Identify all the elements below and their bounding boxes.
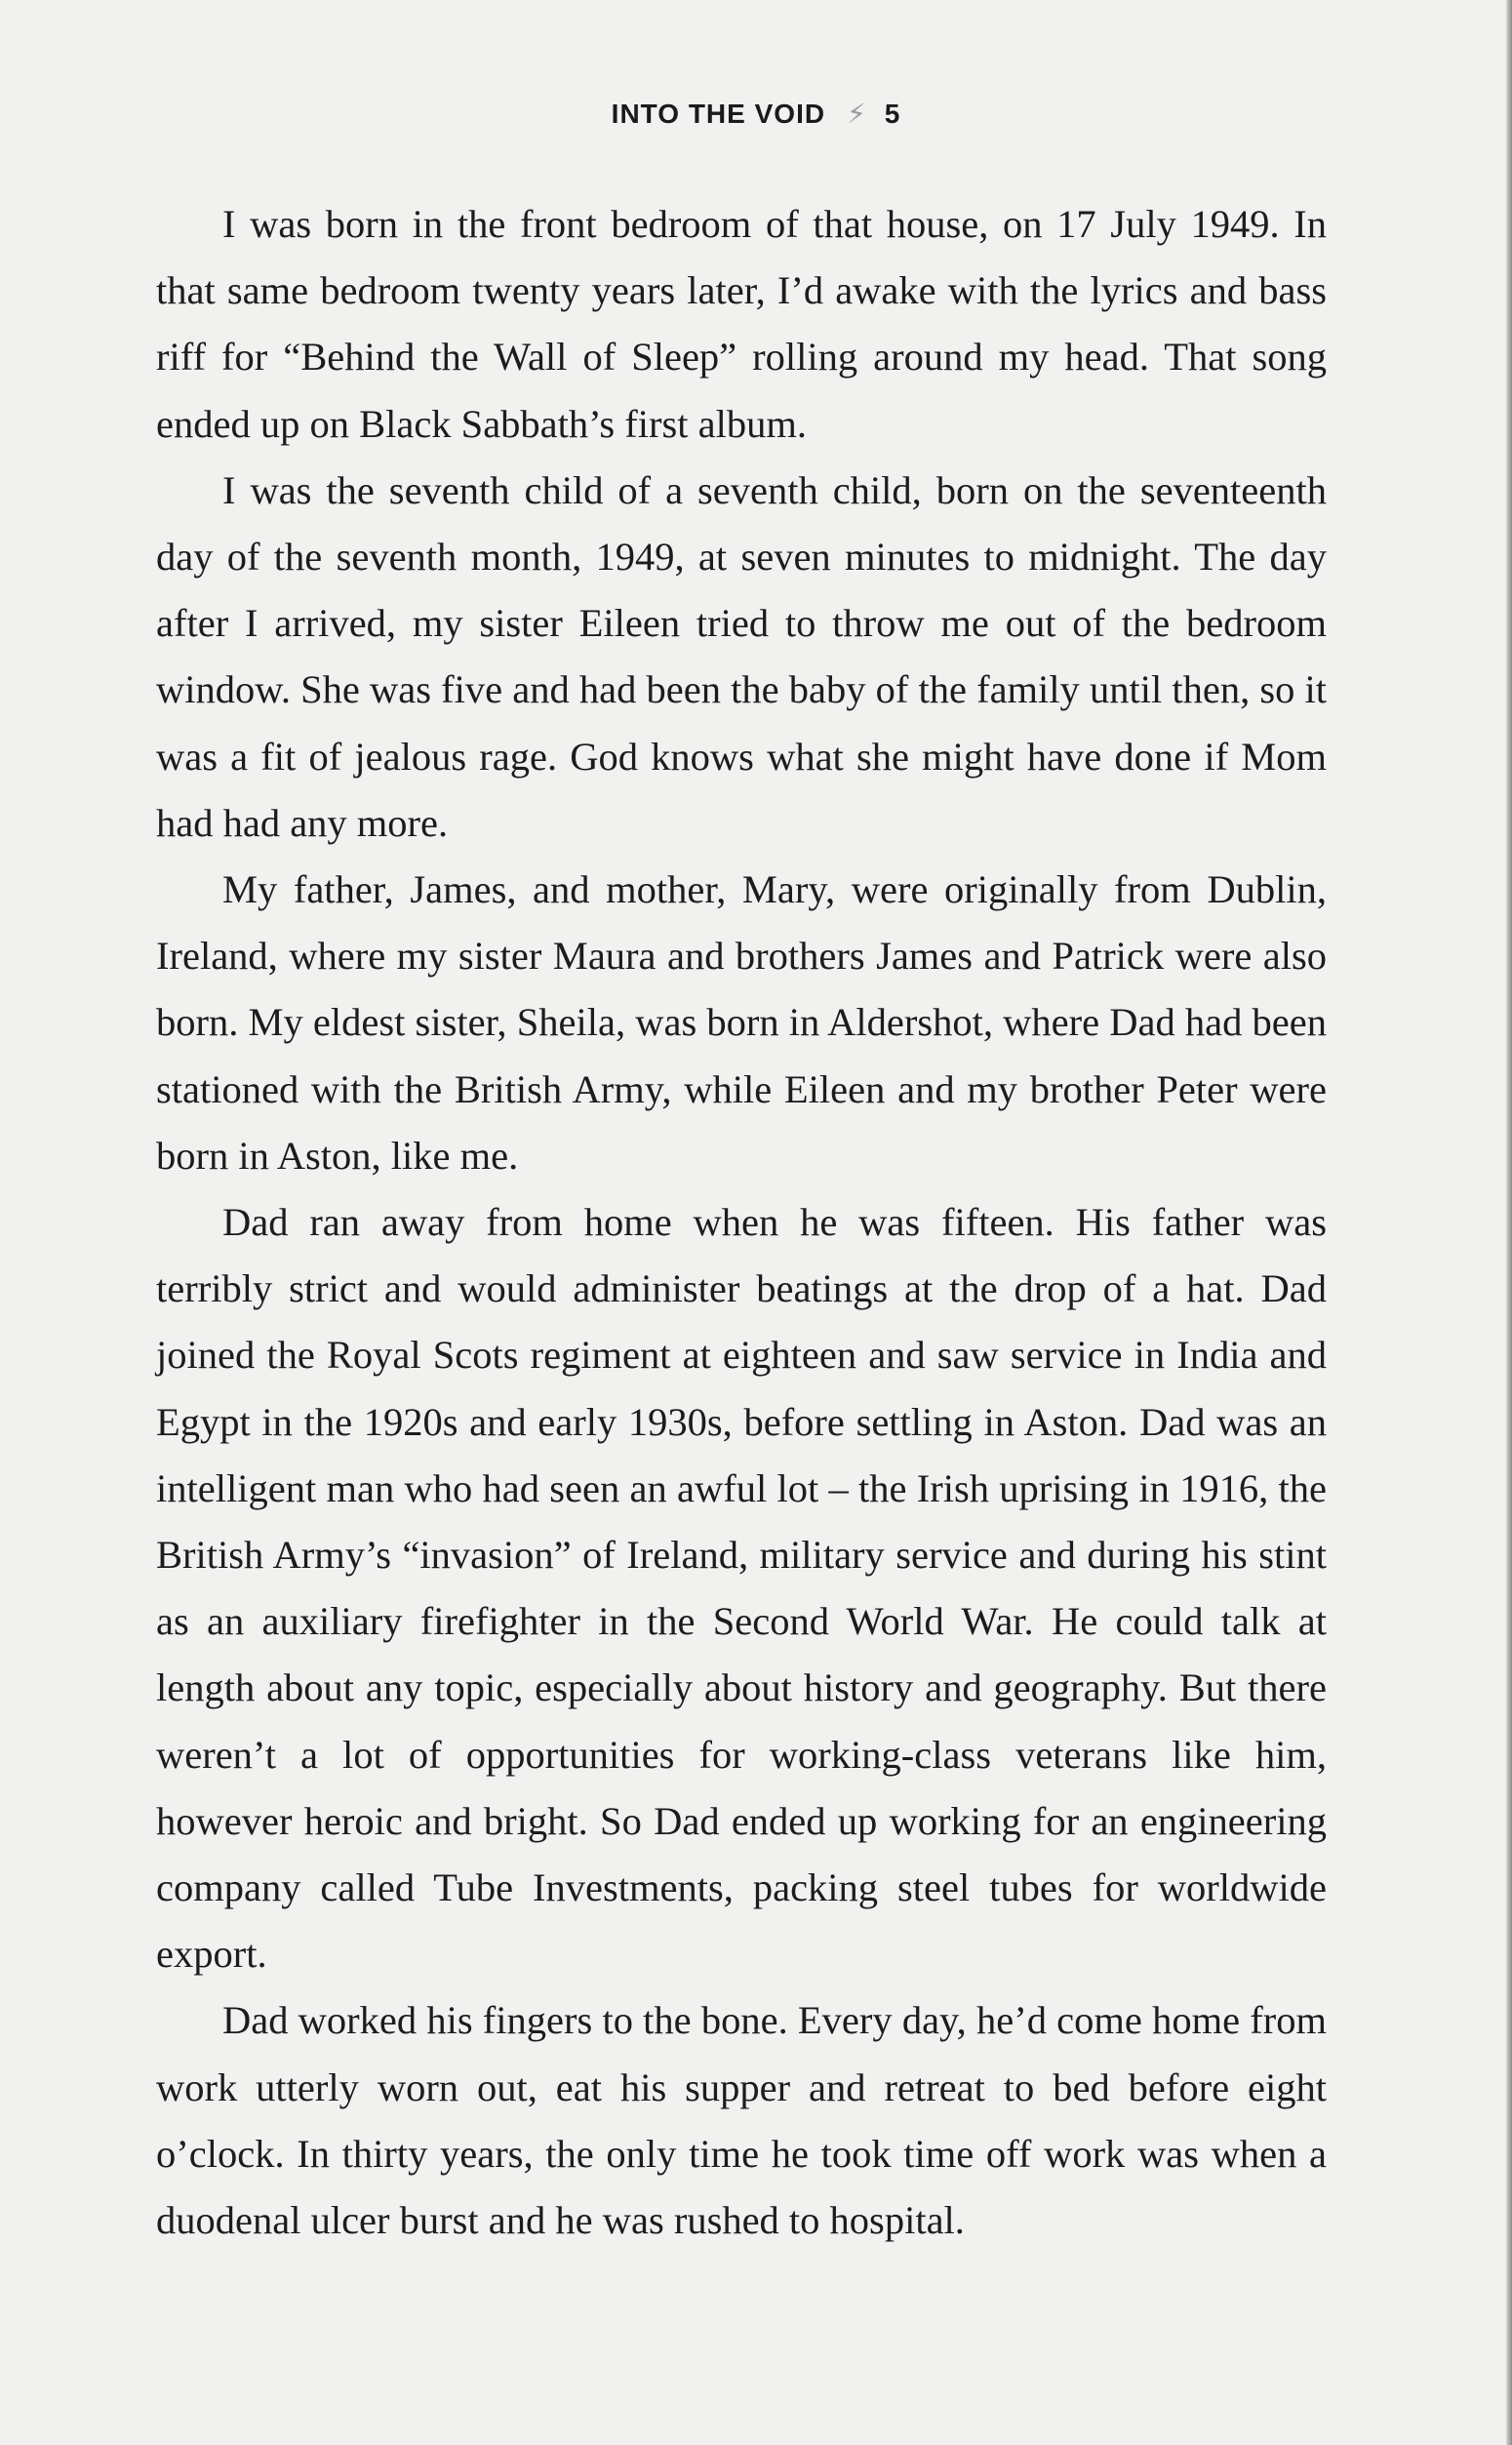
lightning-bolt-icon: ⚡ [847,99,867,129]
paragraph-seventh-child: I was the seventh child of a seventh child, born on the seventeenth day of the seventh month, 1949, at seven minutes to midnight. The day after I arrived, my sister Eileen tried to throw me out of the bedroom window. She was five and had been the baby of the family until then, so it was a fit of jealous rage. God knows what she might have done if Mom had had any more. [156,467,1327,845]
page-edge [1506,0,1512,2445]
body-text [156,191,1327,2254]
paragraph-father-work: Dad worked his fingers to the bone. Every day, he’d come home from work utterly worn out, eat his supper and retreat to bed before eight o’clock. In thirty years, the only time he took time off work was when a duodenal ulcer burst and he was rushed to hospital. [156,1998,1327,2243]
running-head [0,98,1512,130]
paragraph-father-history: Dad ran away from home when he was fifteen. His father was terribly strict and would administer beatings at the drop of a hat. Dad joined the Royal Scots regiment at eighteen and saw service in India and Egypt in the 1920s and early 1930s, before settling in Aston. Dad was an intelligent man who had seen an awful lot – the Irish uprising in 1916, the British Army’s “invasion” of Ireland, military service and during his stint as an auxiliary firefighter in the Second World War. He could talk at length about any topic, especially about history and geography. But there weren’t a lot of opportunities for working-class veterans like him, however heroic and bright. So Dad ended up working for an engineering company called Tube Investments, packing steel tubes for worldwide export. [156,1200,1327,1977]
chapter-title: INTO THE VOID [611,99,826,129]
paragraph-parents: My father, James, and mother, Mary, were originally from Dublin, Ireland, where my sister Maura and brothers James and Patrick were also born. My eldest sister, Sheila, was born in Aldershot, where Dad had been stationed with the British Army, while Eileen and my brother Peter were born in Aston, like me. [156,867,1327,1178]
page-number: 5 [884,99,901,129]
paragraph-birth: I was born in the front bedroom of that house, on 17 July 1949. In that same bedroom twenty years later, I’d awake with the lyrics and bass riff for “Behind the Wall of Sleep” rolling around my head. That song ended up on Black Sabbath’s first album. [156,202,1327,446]
